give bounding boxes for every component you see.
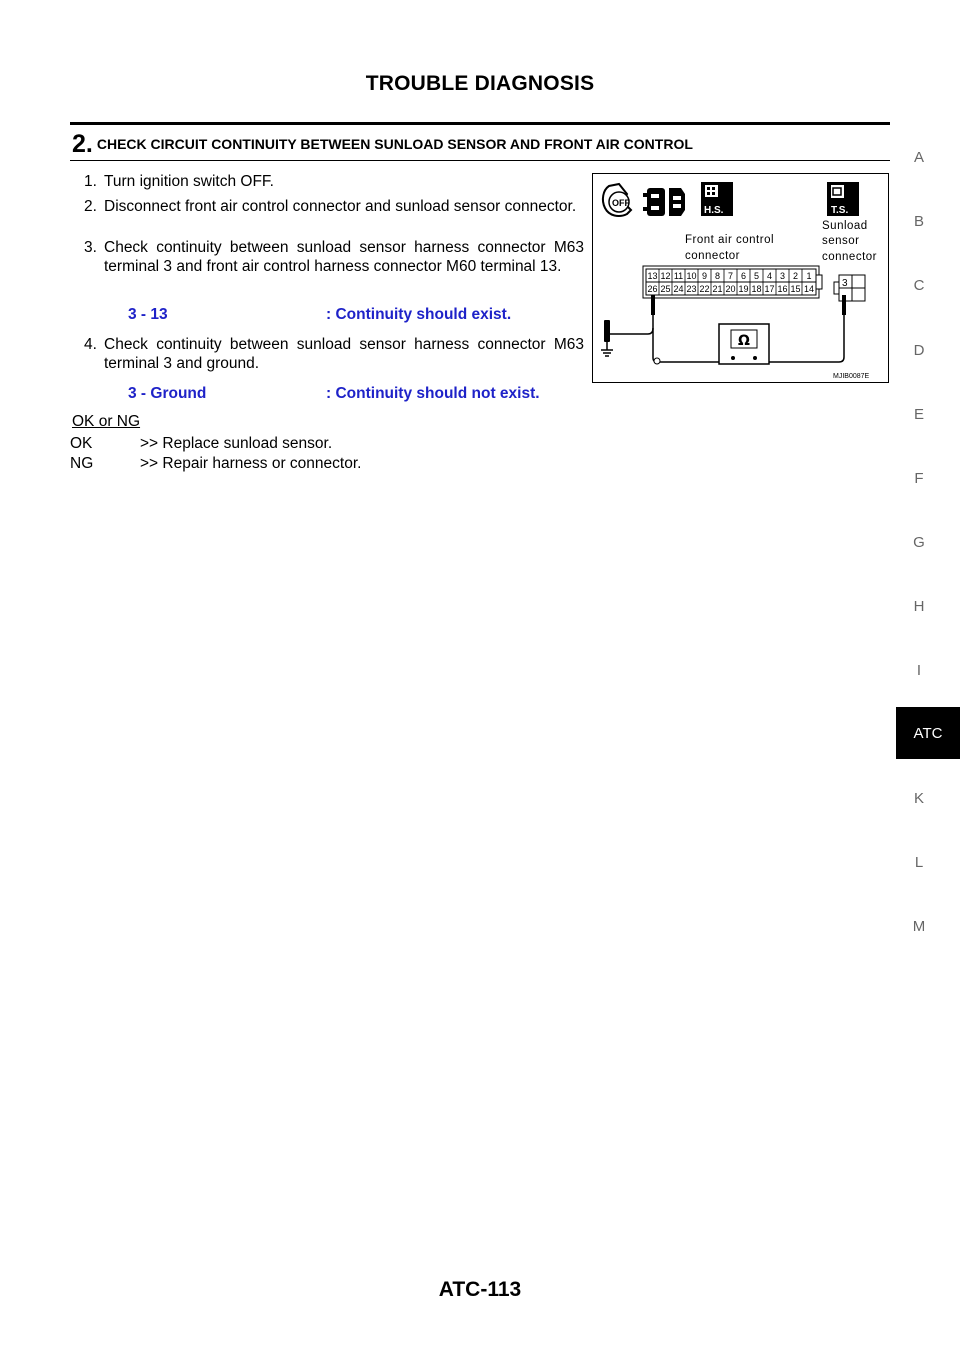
side-index-d: D [913, 342, 925, 359]
page-number: ATC-113 [438, 1278, 522, 1301]
sensor-connector-label: connector [822, 251, 878, 263]
svg-text:9: 9 [701, 271, 708, 281]
front-air-control-connector [643, 266, 822, 298]
svg-text:OFF: OFF [612, 198, 630, 208]
svg-text:H.S.: H.S. [704, 205, 724, 216]
result-action: >> Repair harness or connector. [140, 455, 362, 472]
svg-text:11: 11 [673, 271, 684, 281]
svg-text:20: 20 [725, 284, 736, 294]
harness-side-badge [701, 182, 733, 216]
svg-text:16: 16 [777, 284, 788, 294]
step-number: 2. [72, 130, 93, 158]
ignition-off-icon [603, 184, 631, 216]
svg-text:12: 12 [660, 271, 671, 281]
sensor-connector-label: Sunload [822, 220, 868, 232]
probe-sensor [842, 295, 846, 315]
side-index-i: I [916, 662, 922, 679]
svg-text:3: 3 [842, 278, 848, 289]
svg-text:14: 14 [803, 284, 815, 294]
side-index-atc-tab: ATC [896, 707, 960, 759]
side-index-k: K [913, 790, 924, 807]
procedure-item: 4. Check continuity between sunload sensor harness connector M63 terminal 3 and ground. [84, 336, 584, 372]
svg-text:10: 10 [686, 271, 697, 281]
wiring-diagram [592, 173, 889, 383]
svg-text:24: 24 [673, 284, 684, 294]
svg-text:17: 17 [764, 284, 775, 294]
spec-value: : Continuity should not exist. [326, 385, 540, 402]
svg-text:19: 19 [738, 284, 749, 294]
svg-text:8: 8 [714, 271, 721, 281]
ohmmeter-icon [719, 324, 769, 364]
result-action: >> Replace sunload sensor. [140, 435, 333, 452]
svg-text:23: 23 [686, 284, 697, 294]
svg-text:18: 18 [751, 284, 762, 294]
side-index-e: E [913, 406, 924, 423]
svg-text:15: 15 [790, 284, 801, 294]
svg-text:1: 1 [806, 271, 812, 281]
svg-text:6: 6 [740, 271, 747, 281]
side-index-a: A [913, 149, 924, 166]
svg-text:T.S.: T.S. [831, 205, 849, 216]
result-code: NG [70, 455, 94, 472]
svg-text:3: 3 [779, 271, 786, 281]
sunload-sensor-connector [834, 275, 865, 301]
svg-text:22: 22 [699, 284, 710, 294]
ok-or-ng-label: OK or NG [72, 413, 141, 430]
svg-text:26: 26 [647, 284, 658, 294]
side-index-f: F [914, 470, 924, 487]
spec-label: 3 - 13 [128, 306, 168, 323]
page-title: TROUBLE DIAGNOSIS [365, 72, 595, 95]
svg-text:4: 4 [766, 271, 773, 281]
procedure-item: 1. Turn ignition switch OFF. [84, 173, 274, 190]
spec-value: : Continuity should exist. [326, 306, 512, 323]
side-index-l: L [914, 854, 924, 871]
svg-text:13: 13 [647, 271, 658, 281]
svg-text:2: 2 [792, 271, 799, 281]
step-heading [72, 130, 888, 159]
procedure-item: 2. Disconnect front air control connector and sunload sensor connector. [84, 198, 577, 215]
side-index-c: C [913, 277, 925, 294]
side-index-m: M [912, 918, 926, 935]
figure-code: MJIB0087E [833, 373, 870, 380]
svg-text:7: 7 [727, 271, 734, 281]
front-connector-label: Front air control [685, 234, 775, 246]
svg-text:25: 25 [660, 284, 671, 294]
procedure-item: 3. Check continuity between sunload sensor harness connector M63 terminal 3 and front air control harness connector M60 terminal 13. [84, 239, 584, 275]
side-index-g: G [913, 534, 925, 551]
front-connector-label: connector [685, 250, 741, 262]
step-title: CHECK CIRCUIT CONTINUITY BETWEEN SUNLOAD SENSOR AND FRONT AIR CONTROL [96, 136, 693, 152]
svg-text:21: 21 [712, 284, 723, 294]
svg-text:Ω: Ω [738, 333, 750, 349]
side-index-h: H [913, 598, 925, 615]
disconnect-connector-icon [643, 188, 685, 216]
sensor-connector-label: sensor [822, 235, 860, 247]
side-index-b: B [913, 213, 924, 230]
svg-text:5: 5 [753, 271, 760, 281]
header-rule [70, 122, 890, 125]
step-rule [70, 160, 890, 161]
terminal-side-badge [827, 182, 859, 216]
spec-label: 3 - Ground [128, 385, 207, 402]
probe-front [651, 295, 655, 315]
result-code: OK [70, 435, 93, 452]
